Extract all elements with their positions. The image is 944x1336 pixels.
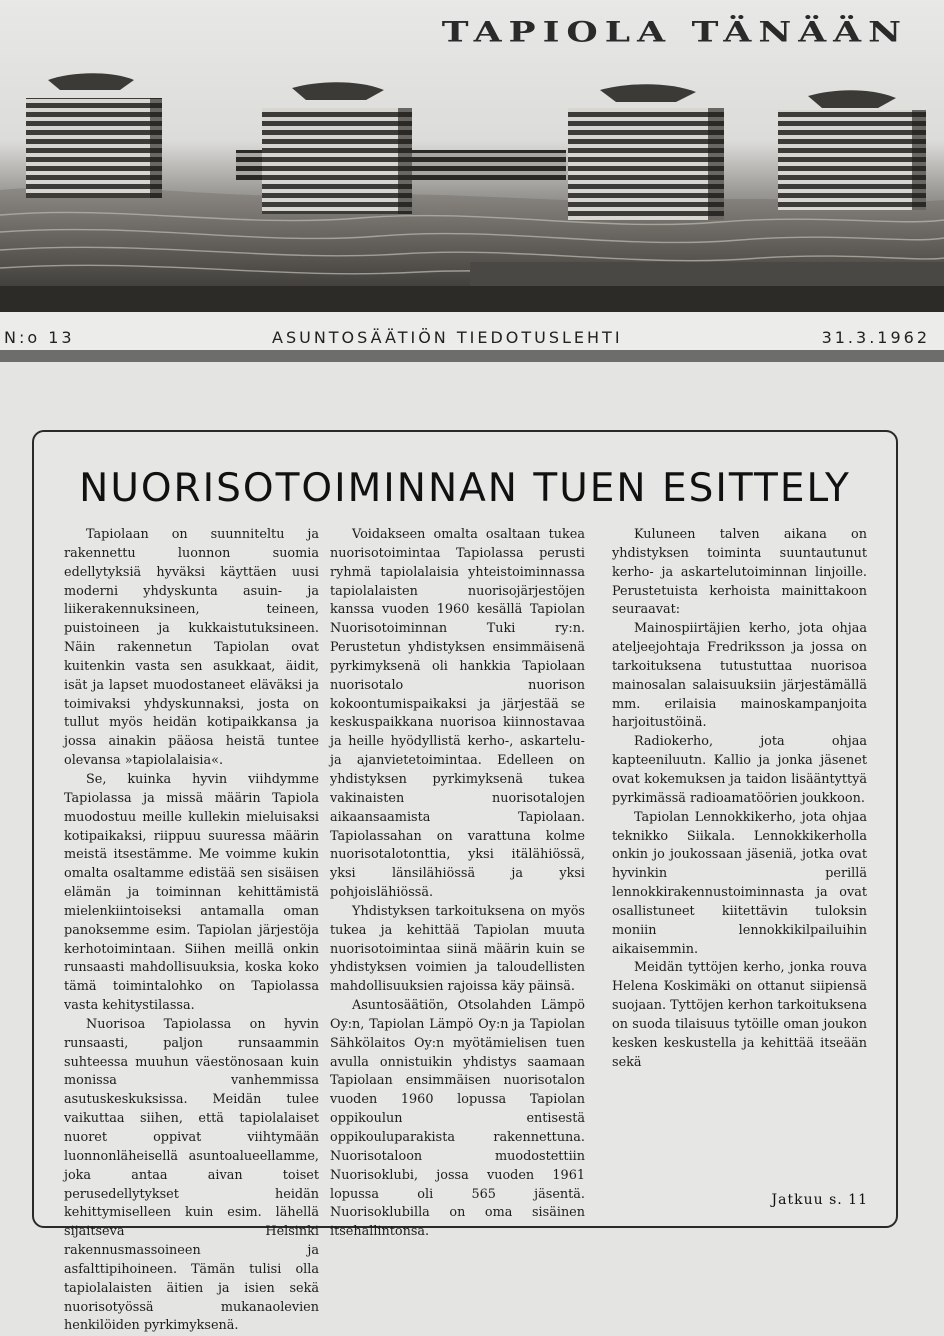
article-box <box>32 430 898 1334</box>
article-column-2 <box>330 526 585 1242</box>
article-column-3 <box>612 526 867 1072</box>
article-paragraph: Voidakseen omalta osaltaan tukea nuorisotoimintaa Tapiolassa perusti ryhmä tapiolalaisia yhteistoiminnassa tapiolalaisten nuorisojärjestöjen kanssa vuoden 1960 kesällä Tapiolan Nuorisotoiminnan Tuki ry:n. Perustetun yhdistyksen ensimmäisenä pyrkimyksenä oli hankkia Tapiolaan nuorisotalo nuorison kokoontumispaikaksi ja järjestää se keskuspaikkana nuorisoa kiinnostavaa ja heille hyödyllistä kerho-, askartelu- ja ajanvietetoimintaa. Edelleen on yhdistyksen pyrkimyksenä tukea vakinaisten nuorisotalojen aikaansaamista Tapiolaan. Tapiolassahan on varattuna kolme nuorisotalotonttia, yksi itälähiössä, yksi länsilähiössä ja yksi pohjoislähiössä. <box>330 527 585 901</box>
masthead-photo <box>0 0 944 312</box>
article-paragraph: Kuluneen talven aikana on yhdistyksen toiminta suuntautunut kerho- ja askartelutoiminnan linjoille. Perustetuista kerhoista mainittakoon seuraavat: <box>612 527 867 618</box>
article-column-1 <box>64 526 319 1336</box>
article-paragraph: Yhdistyksen tarkoituksena on myös tukea ja kehittää Tapiolan muuta nuorisotoimintaa siinä määrin kuin se yhdistyksen voimien ja taloudellisten mahdollisuuksien rajoissa käy päinsä. <box>330 903 585 995</box>
article-paragraph: Nuorisoa Tapiolassa on hyvin runsaasti, paljon runsaammin suhteessa muuhun väestönosaan kuin monissa vanhemmissa asutuskeskuksissa. Meidän tulee vaikuttaa siihen, että tapiolalaiset nuoret oppivat viihtymään luonnonläheisellä asuntoalueellamme, joka antaa aivan toiset perusedellytykset heidän kehittymiselleen kuin esim. lähellä sijaitseva Helsinki rakennusmassoineen ja asfalttipihoineen. Tämän tulisi olla tapiolalaisten äitien ja isien sekä nuorisotyössä mukanaolevien henkilöiden pyrkimyksenä. <box>64 1016 319 1334</box>
continued-note: Jatkuu s. 11 <box>771 1192 868 1208</box>
article-paragraph: Asuntosäätiön, Otsolahden Lämpö Oy:n, Tapiolan Lämpö Oy:n ja Tapiolan Sähkölaitos Oy:n myötämielisen tuen avulla onnistuikin yhdistys saamaan Tapiolaan ensimmäisen nuorisotalon vuoden 1960 lopussa Tapiolan oppikoulun entisestä oppikouluparakista rakennettuna. Nuorisotaloon muodostettiin Nuorisoklubi, jossa vuoden 1961 lopussa oli 565 jäsentä. Nuorisoklubilla on oma sisäinen itsehallintonsa. <box>330 998 585 1240</box>
article-paragraph: Radiokerho, jota ohjaa kapteeniluutn. Kallio ja jonka jäsenet ovat kokemuksen ja taidon lisääntyttyä pyrkimässä radioamatöörien joukkoon. <box>612 734 867 806</box>
article-paragraph: Se, kuinka hyvin viihdymme Tapiolassa ja missä määrin Tapiola muodostuu meille kullekin mieluisaksi kotipaikaksi, riippuu suuressa määrin meistä itsestämme. Me voimme kukin omalta osaltamme edistää sen sisäisen elämän ja toiminnan kehittämistä mielenkiintoiseksi antamalla oman panoksemme esim. Tapiolan järjestöja kerhotoimintaan. Siihen meillä onkin runsaasti mahdollisuuksia, koska koko tämä toimintalohko on Tapiolassa vasta kehitystilassa. <box>64 771 319 1014</box>
issue-number: N:o 13 <box>4 328 75 347</box>
article-paragraph: Mainospiirtäjien kerho, jota ohjaa ateljeejohtaja Fredriksson ja jossa on tarkoituksena tutustuttaa nuorisoa mainosalan salaisuuksiin järjestämällä mm. erilaisia mainoskampanjoita harjoitustöinä. <box>612 621 867 731</box>
masthead-title: TAPIOLA TÄNÄÄN <box>441 16 908 49</box>
article-headline: NUORISOTOIMINNAN TUEN ESITTELY <box>79 466 851 511</box>
article-paragraph: Tapiolan Lennokkikerho, jota ohjaa teknikko Siikala. Lennokkikerholla onkin jo joukossaan jäseniä, jotka ovat hyvinkin perillä lennokkirakennustoiminnasta ja ovat osallistuneet kiitettävin tuloksin moniin lennokkikilpailuihin aikaisemmin. <box>612 809 867 957</box>
publication-date: 31.3.1962 <box>821 328 930 347</box>
header-rule <box>0 350 944 362</box>
article-paragraph: Tapiolaan on suunniteltu ja rakennettu luonnon suomia edellytyksiä hyväksi käyttäen uusi moderni yhdyskunta asuin- ja liikerakennuksineen, teineen, puistoineen ja kukkaistutuksineen. Näin rakennetun Tapiolan ovat kuitenkin vasta sen asukkaat, äidit, isät ja lapset muodostaneet eläväksi ja toimivaksi yhdyskunnaksi, josta on tullut myös heidän kotipaikkansa ja jossa ainakin pääosa heistä tuntee olevansa »tapiolalaisia«. <box>64 527 319 769</box>
publication-name: ASUNTOSÄÄTIÖN TIEDOTUSLEHTI <box>272 328 623 347</box>
article-paragraph: Meidän tyttöjen kerho, jonka rouva Helena Koskimäki on ottanut siipiensä suojaan. Tyttöjen kerhon tarkoituksena on suoda tilaisuus tytöille oman joukon kesken keskustella ja kehittää itseään sekä <box>612 960 868 1070</box>
